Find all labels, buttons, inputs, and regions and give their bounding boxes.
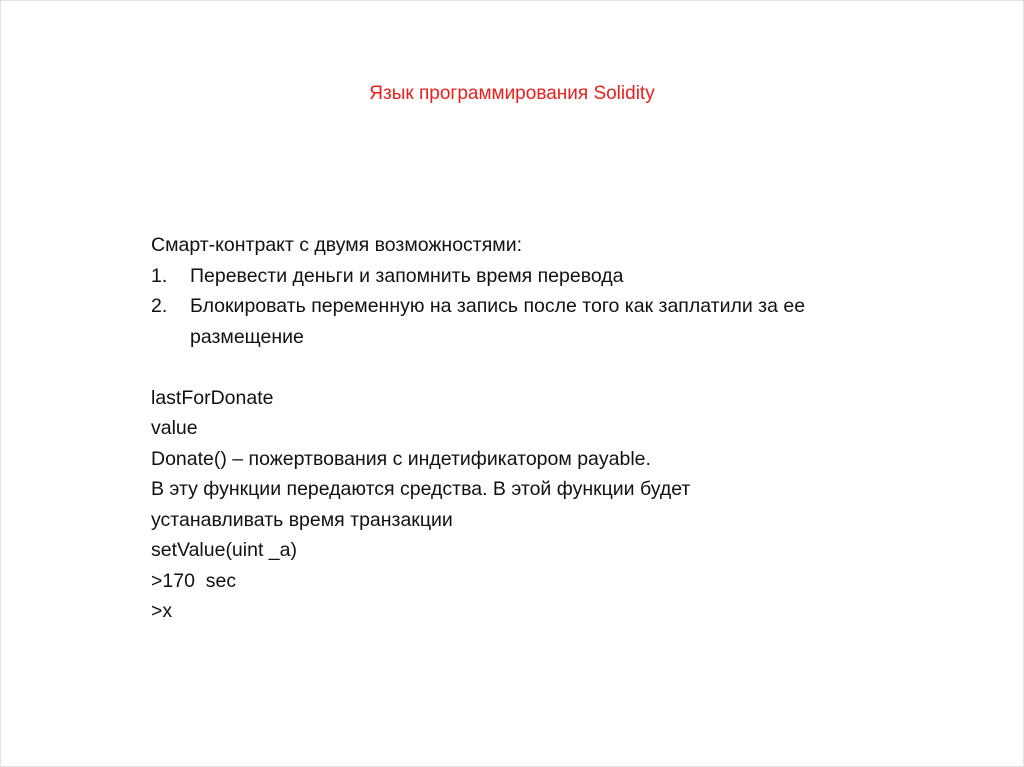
feature-list (151, 261, 891, 353)
text-line: устанавливать время транзакции (151, 508, 453, 531)
text-line: >x (151, 600, 173, 622)
spacer (151, 352, 891, 383)
list-item-text: Блокировать переменную на запись после того как заплатили за ее размещение (190, 295, 806, 348)
text-line: >170 sec (151, 569, 237, 592)
list-number: 2. (151, 295, 168, 317)
text-line: setValue(uint _a) (151, 539, 297, 561)
text-line: value (151, 417, 198, 439)
list-number: 1. (151, 264, 168, 287)
slide-title: Язык программирования Solidity (369, 83, 655, 104)
text-line: lastForDonate (151, 386, 274, 409)
text-line: Donate() – пожертвования с индетификатором payable. (151, 447, 651, 470)
intro-text: Смарт-контракт с двумя возможностями: (151, 234, 523, 256)
list-item (151, 261, 891, 292)
list-item (151, 291, 891, 352)
list-item-text: Перевести деньги и запомнить время перевода (190, 264, 624, 287)
slide-body (151, 230, 891, 627)
text-line: В эту функции передаются средства. В этой функции будет (151, 478, 691, 500)
